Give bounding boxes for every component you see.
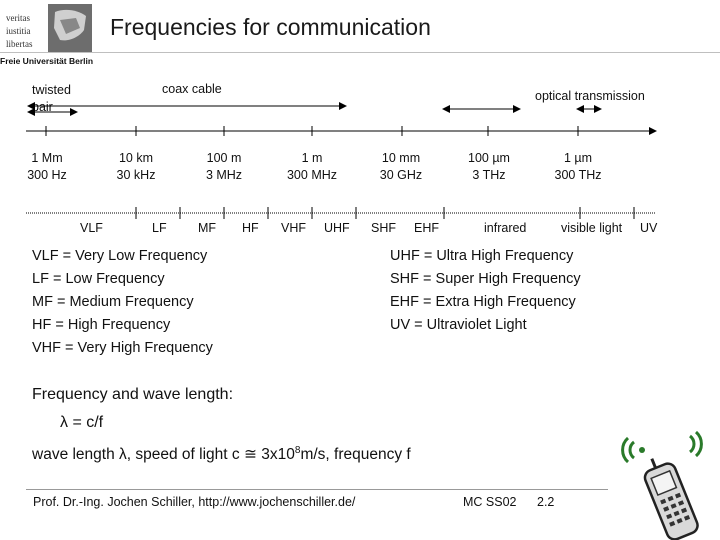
frequency-label: 300 THz bbox=[554, 168, 602, 182]
frequency-label: 300 MHz bbox=[286, 168, 338, 182]
formula-explanation bbox=[32, 445, 411, 464]
scale-tick-label bbox=[468, 150, 510, 184]
footer-author: Prof. Dr.-Ing. Jochen Schiller, http://www.jochenschiller.de/ bbox=[33, 495, 356, 509]
wavelength-label: 100 m bbox=[206, 151, 242, 165]
band-label-uhf: UHF bbox=[324, 221, 350, 235]
band-label-infrared: infrared bbox=[484, 221, 527, 235]
frequency-label: 30 GHz bbox=[379, 168, 423, 182]
logo-motto-line: libertas bbox=[6, 39, 33, 49]
wavelength-label: 100 µm bbox=[468, 151, 510, 165]
wavelength-label: 1 m bbox=[301, 151, 323, 165]
spectrum-diagram bbox=[0, 0, 720, 240]
band-label-ehf: EHF bbox=[414, 221, 439, 235]
coax-cable-label: coax cable bbox=[162, 82, 222, 96]
band-label-shf: SHF bbox=[371, 221, 396, 235]
formula-explanation-prefix: wave length λ, speed of light c ≅ 3x10 bbox=[32, 446, 295, 464]
formula-explanation-suffix: m/s, frequency f bbox=[300, 446, 411, 464]
definition-item: LF = Low Frequency bbox=[32, 271, 165, 287]
footer-page-number: 2.2 bbox=[537, 495, 555, 509]
wavelength-label: 10 km bbox=[118, 151, 154, 165]
scale-tick-label bbox=[554, 150, 601, 184]
wavelength-label: 1 Mm bbox=[31, 151, 63, 165]
frequency-label: 30 kHz bbox=[116, 168, 156, 182]
page-title: Frequencies for communication bbox=[110, 14, 431, 40]
definition-item: HF = High Frequency bbox=[32, 317, 171, 333]
definitions-right bbox=[390, 245, 581, 337]
frequency-label: 3 MHz bbox=[205, 168, 243, 182]
definition-item: EHF = Extra High Frequency bbox=[390, 294, 576, 310]
definition-item: MF = Medium Frequency bbox=[32, 294, 194, 310]
band-label-vhf: VHF bbox=[281, 221, 306, 235]
frequency-label: 3 THz bbox=[472, 168, 506, 182]
logo-caption: Freie Universität Berlin bbox=[0, 56, 94, 66]
footer-course: MC SS02 bbox=[463, 495, 517, 509]
wavelength-label: 1 µm bbox=[563, 151, 593, 165]
band-label-hf: HF bbox=[242, 221, 259, 235]
scale-tick-label bbox=[287, 150, 337, 184]
scale-tick-label bbox=[117, 150, 156, 184]
footer-divider bbox=[26, 489, 608, 490]
definition-item: VHF = Very High Frequency bbox=[32, 340, 213, 356]
band-label-visible-light: visible light bbox=[561, 221, 623, 235]
definition-item: UHF = Ultra High Frequency bbox=[390, 248, 574, 264]
wavelength-label: 10 mm bbox=[381, 151, 421, 165]
logo-motto-line: veritas bbox=[6, 13, 30, 23]
scale-tick-label bbox=[380, 150, 422, 184]
definition-item: VLF = Very Low Frequency bbox=[32, 248, 208, 264]
twisted-pair-label-line: pair bbox=[32, 100, 53, 114]
band-label-lf: LF bbox=[152, 221, 167, 235]
twisted-pair-label-line: twisted bbox=[32, 83, 71, 97]
optical-transmission-label: optical transmission bbox=[535, 89, 645, 103]
band-label-mf: MF bbox=[198, 221, 217, 235]
frequency-label: 300 Hz bbox=[27, 168, 67, 182]
scale-tick-label bbox=[27, 150, 67, 184]
band-label-vlf: VLF bbox=[80, 221, 103, 235]
formula-heading: Frequency and wave length: bbox=[32, 386, 234, 403]
band-label-uv: UV bbox=[640, 221, 658, 235]
mobile-phone-icon bbox=[612, 428, 720, 540]
formula-exponent: 8 bbox=[294, 445, 301, 456]
logo-motto-line: iustitia bbox=[6, 26, 31, 36]
scale-tick-label bbox=[206, 150, 242, 184]
definitions-left bbox=[32, 245, 213, 360]
definition-item: UV = Ultraviolet Light bbox=[390, 317, 527, 333]
formula-equation: λ = c/f bbox=[60, 414, 104, 431]
definition-item: SHF = Super High Frequency bbox=[390, 271, 581, 287]
